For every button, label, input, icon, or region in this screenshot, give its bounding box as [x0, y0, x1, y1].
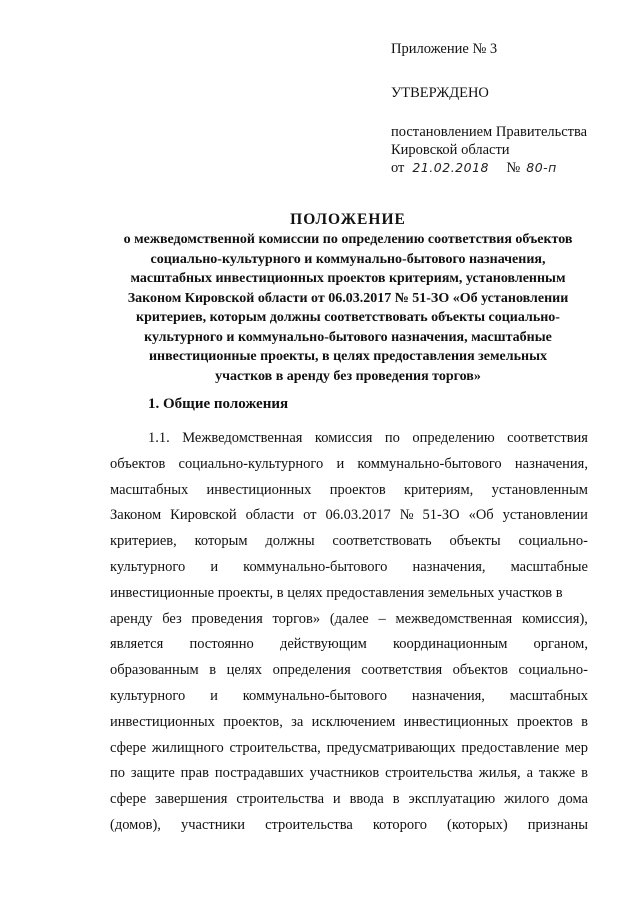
word: жилья,	[478, 765, 521, 782]
word: инвестиционные проекты, в целях предоставления земельных участков в	[110, 584, 563, 601]
word: по	[110, 765, 126, 782]
text-line	[110, 684, 588, 710]
word: сфере	[110, 791, 147, 808]
word: определения	[272, 662, 351, 679]
word: строительства	[265, 816, 353, 833]
document-subtitle	[100, 230, 596, 386]
word: и	[210, 687, 218, 704]
word: установлении	[502, 507, 588, 524]
word: области	[245, 507, 295, 524]
word: масштабных	[110, 481, 189, 498]
word: социально-культурного	[178, 455, 324, 472]
word: и	[210, 558, 219, 575]
word: без	[162, 610, 182, 627]
title-line: о межведомственной комиссии по определению соответствия объектов	[123, 232, 573, 247]
word: социально-	[518, 533, 588, 550]
word: №	[399, 507, 414, 524]
word: строительства	[385, 765, 473, 782]
word: объектов	[110, 455, 166, 472]
word: Межведомственная	[182, 430, 303, 446]
word: по	[384, 430, 400, 446]
text-line	[110, 503, 588, 529]
word: в	[581, 713, 588, 730]
word: социально-	[518, 662, 588, 679]
word: определению	[412, 430, 495, 446]
word: инвестиционных	[206, 481, 312, 498]
text-line	[110, 452, 588, 478]
word: (домов),	[110, 816, 161, 833]
text-line	[110, 529, 588, 555]
word: проектов	[329, 481, 386, 498]
title-line: культурного и коммунально-бытового назначения, масштабные	[144, 329, 552, 345]
word: коммунально-бытового	[242, 687, 387, 704]
word: проектов	[516, 713, 573, 730]
word: прав	[180, 765, 209, 782]
word: от	[303, 507, 317, 524]
word: участники	[180, 816, 246, 833]
word: в	[581, 765, 588, 782]
text-line	[110, 761, 588, 787]
title-line: Законом Кировской области от 06.03.2017 № 51-ЗО «Об установлении	[127, 290, 569, 306]
word: дома	[558, 791, 588, 808]
word: критериям,	[403, 481, 474, 498]
word: которого	[372, 816, 427, 833]
word: строительства,	[229, 739, 321, 756]
word: предоставление	[461, 739, 560, 756]
word: участников	[309, 765, 380, 782]
word: торгов»	[272, 610, 321, 627]
word: ввода	[349, 791, 384, 808]
word: проектов,	[223, 713, 283, 730]
word: культурного	[110, 687, 186, 704]
word: комиссия),	[521, 610, 588, 627]
attachment-label: Приложение № 3	[391, 41, 498, 57]
word: строительства	[236, 791, 325, 808]
word: и	[336, 455, 345, 472]
word: инвестиционных	[110, 713, 215, 730]
word: сфере	[110, 739, 147, 756]
decree-line-1: постановлением Правительства	[391, 124, 588, 140]
word: критериев,	[110, 533, 177, 550]
word: исключением	[311, 713, 396, 730]
title-line: социально-культурного и коммунально-бытового назначения,	[150, 251, 546, 267]
text-line	[110, 632, 588, 658]
text-line	[110, 478, 588, 504]
word: завершения	[155, 791, 228, 808]
document-title-block	[100, 210, 596, 386]
word: назначения,	[412, 558, 486, 575]
word: соответствовать	[332, 533, 432, 550]
text-line	[110, 658, 588, 684]
word: должны	[265, 533, 315, 550]
word: культурного	[110, 558, 186, 575]
decree-date: 21.02.2018	[412, 160, 489, 175]
decree-number: 80-п	[526, 160, 557, 175]
text-line	[110, 813, 588, 839]
decree-date-number	[391, 159, 631, 177]
title-line: участков в аренду без проведения торгов»	[215, 368, 481, 384]
word: «Об	[468, 507, 494, 524]
word: (которых)	[447, 816, 508, 833]
word: назначения,	[411, 687, 485, 704]
text-line	[110, 736, 588, 762]
word: целях	[226, 662, 263, 679]
approved-stamp-text: УТВЕРЖДЕНО	[391, 85, 489, 101]
word: масштабные	[510, 558, 588, 575]
text-line	[110, 787, 588, 813]
word: установленным	[491, 481, 588, 498]
word: за	[291, 713, 304, 730]
word: инвестиционных	[403, 713, 509, 730]
text-line	[110, 426, 588, 452]
word: является	[110, 636, 164, 653]
word: мер	[565, 739, 588, 756]
word: которым	[194, 533, 248, 550]
word: межведомственная	[395, 610, 513, 627]
text-line	[110, 581, 588, 607]
word: аренду	[110, 610, 153, 627]
word: масштабных	[509, 687, 588, 704]
text-line	[110, 607, 588, 633]
word: постоянно	[189, 636, 254, 653]
word: комиссия	[314, 430, 373, 446]
word: Законом	[110, 507, 162, 524]
word: а	[526, 765, 534, 782]
word: 1.1.	[148, 430, 170, 446]
from-label: от	[391, 160, 405, 176]
word: объекты	[449, 533, 501, 550]
word: –	[378, 610, 386, 627]
word: образованным	[110, 662, 199, 679]
word: предусматривающих	[326, 739, 456, 756]
word: коммунально-бытового	[357, 455, 502, 472]
word: назначения,	[514, 455, 588, 472]
word: соответствия	[361, 662, 443, 679]
word: коммунально-бытового	[243, 558, 388, 575]
text-line	[110, 555, 588, 581]
word: действующим	[279, 636, 367, 653]
word: также	[538, 765, 576, 782]
word: проведения	[191, 610, 263, 627]
attachment-block	[391, 40, 631, 177]
word: жилого	[504, 791, 550, 808]
number-label: №	[506, 160, 521, 176]
word: эксплуатацию	[408, 791, 496, 808]
word: соответствия	[507, 430, 588, 446]
word: пострадавших	[214, 765, 304, 782]
title-line: критериев, которым должны соответствовать объекты социально-	[136, 310, 560, 325]
title-line: инвестиционные проекты, в целях предоставления земельных	[148, 349, 548, 364]
word: координационным	[392, 636, 508, 653]
document-title: ПОЛОЖЕНИЕ	[290, 211, 406, 228]
word: 06.03.2017	[325, 507, 391, 524]
word: 51-ЗО	[422, 507, 460, 524]
word: и	[332, 791, 341, 808]
word: (далее	[329, 610, 369, 627]
word: в	[392, 791, 400, 808]
word: органом,	[533, 636, 588, 653]
body-paragraph	[110, 426, 588, 839]
word: защите	[130, 765, 175, 782]
word: объектов	[452, 662, 508, 679]
word: жилищного	[151, 739, 224, 756]
word: признаны	[527, 816, 588, 833]
decree-line-2: Кировской области	[391, 142, 510, 158]
title-line: масштабных инвестиционных проектов критериям, установленным	[130, 271, 566, 286]
text-line	[110, 710, 588, 736]
word: в	[209, 662, 217, 679]
section-heading: 1. Общие положения	[148, 396, 289, 412]
word: Кировской	[170, 507, 237, 524]
